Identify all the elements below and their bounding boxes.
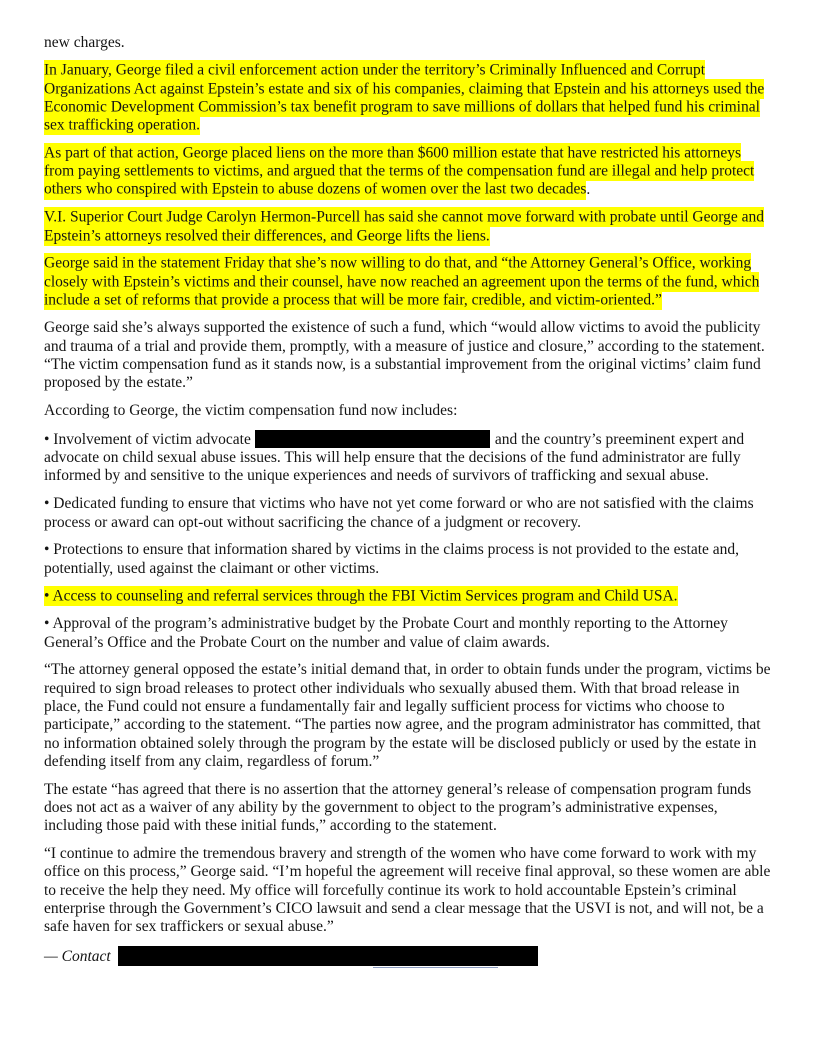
bullet-counseling-highlighted	[44, 587, 774, 605]
contact-line	[44, 946, 774, 966]
bullet-budget-approval: • Approval of the program’s administrative budget by the Probate Court and monthly reporting to the Attorney General’s Office and the Probate Court on the number and value of claim awards.	[44, 615, 728, 651]
bullet-victim-advocate	[44, 430, 774, 486]
paragraph-fragment-new-charges: new charges.	[44, 34, 125, 51]
highlighted-paragraph-cico-action	[44, 62, 774, 135]
contact-label: — Contact	[44, 947, 111, 965]
paragraph-estate-agreed: The estate “has agreed that there is no assertion that the attorney general’s release of compensation program funds does not act as a waiver of any ability by the government to object to the program’s administrative expenses, including those paid with these initial funds,” according to the statement.	[44, 780, 752, 835]
highlight-span: • Access to counseling and referral services through the FBI Victim Services program and Child USA.	[44, 587, 678, 605]
redaction-underline-artifact	[373, 967, 498, 968]
redaction-bar-contact-info	[118, 946, 538, 966]
paragraph-fund-support: George said she’s always supported the existence of such a fund, which “would allow victims to avoid the publicity and trauma of a trial and provide them, promptly, with a measure of justice and closure,” according to the statement. “The victim compensation fund as it stands now, is a substantial improvement from the original victims’ claim fund proposed by the estate.”	[44, 319, 765, 392]
highlight-span: As part of that action, George placed liens on the more than $600 million estate that have restricted his attorneys from paying settlements to victims, and argued that the terms of the compensation fund are illegal and help protect others who conspired with Epstein to abuse dozens of women over the last two decades	[44, 144, 755, 199]
bullet-protections: • Protections to ensure that information shared by victims in the claims process is not provided to the estate and, potentially, used against the claimant or other victims.	[44, 541, 740, 577]
highlighted-paragraph-judge	[44, 209, 774, 246]
highlight-span: V.I. Superior Court Judge Carolyn Hermon-Purcell has said she cannot move forward with probate until George and Epstein’s attorneys resolved their differences, and George lifts the liens.	[44, 208, 765, 245]
highlight-span: George said in the statement Friday that she’s now willing to do that, and “the Attorney General’s Office, working closely with Epstein’s victims and their counsel, have now reached an agreement upon the terms of the fund, which include a set of reforms that provide a process that will be more fair, credible, and victim-oriented.”	[44, 254, 760, 309]
paragraph-tail: .	[586, 181, 591, 199]
paragraph-fund-includes-intro: According to George, the victim compensation fund now includes:	[44, 402, 458, 420]
highlighted-paragraph-agreement	[44, 255, 774, 310]
bullet-text-after-redaction: and the country’s preeminent expert and advocate on child sexual abuse issues. This will help ensure that the decisions of the fund administrator are fully informed by and sensitive to the unique experiences and needs of survivors of trafficking and sexual abuse.	[44, 430, 745, 485]
highlighted-paragraph-liens	[44, 144, 774, 199]
highlight-span: In January, George filed a civil enforcement action under the territory’s Criminally Influenced and Corrupt Organizations Act against Epstein’s estate and six of his companies, claiming that Epstein and his attorneys used the Economic Development Commission’s tax benefit program to save millions of dollars that helped fund his criminal sex trafficking operation.	[44, 61, 765, 134]
redaction-bar-advocate-name	[255, 430, 490, 448]
paragraph-george-quote-closing: “I continue to admire the tremendous bravery and strength of the women who have come forward to work with my office on this process,” George said. “I’m hopeful the agreement will receive final approval, so these women are able to receive the help they need. My office will forcefully continue its work to hold accountable Epstein’s criminal enterprise through the Government’s CICO lawsuit and send a clear message that the USVI is not, and will not, be a safe haven for sex traffickers or sexual abuse.”	[44, 844, 771, 936]
paragraph-ag-opposed-releases: “The attorney general opposed the estate’s initial demand that, in order to obtain funds under the program, victims be required to sign broad releases to protect other individuals who sexually abused them. With that broad release in place, the Fund could not ensure a fundamentally fair and legally sufficient process for victims who choose to participate,” according to the statement. “The parties now agree, and the program administrator has committed, that no information obtained solely through the program by the estate will be disclosed publicly or used by the estate in defending itself from any claim, regardless of forum.”	[44, 661, 771, 770]
bullet-dedicated-funding: • Dedicated funding to ensure that victims who have not yet come forward or who are not satisfied with the claims process or award can opt-out without sacrificing the chance of a judgment or recovery.	[44, 495, 754, 531]
bullet-text-before-redaction: • Involvement of victim advocate	[44, 430, 251, 448]
